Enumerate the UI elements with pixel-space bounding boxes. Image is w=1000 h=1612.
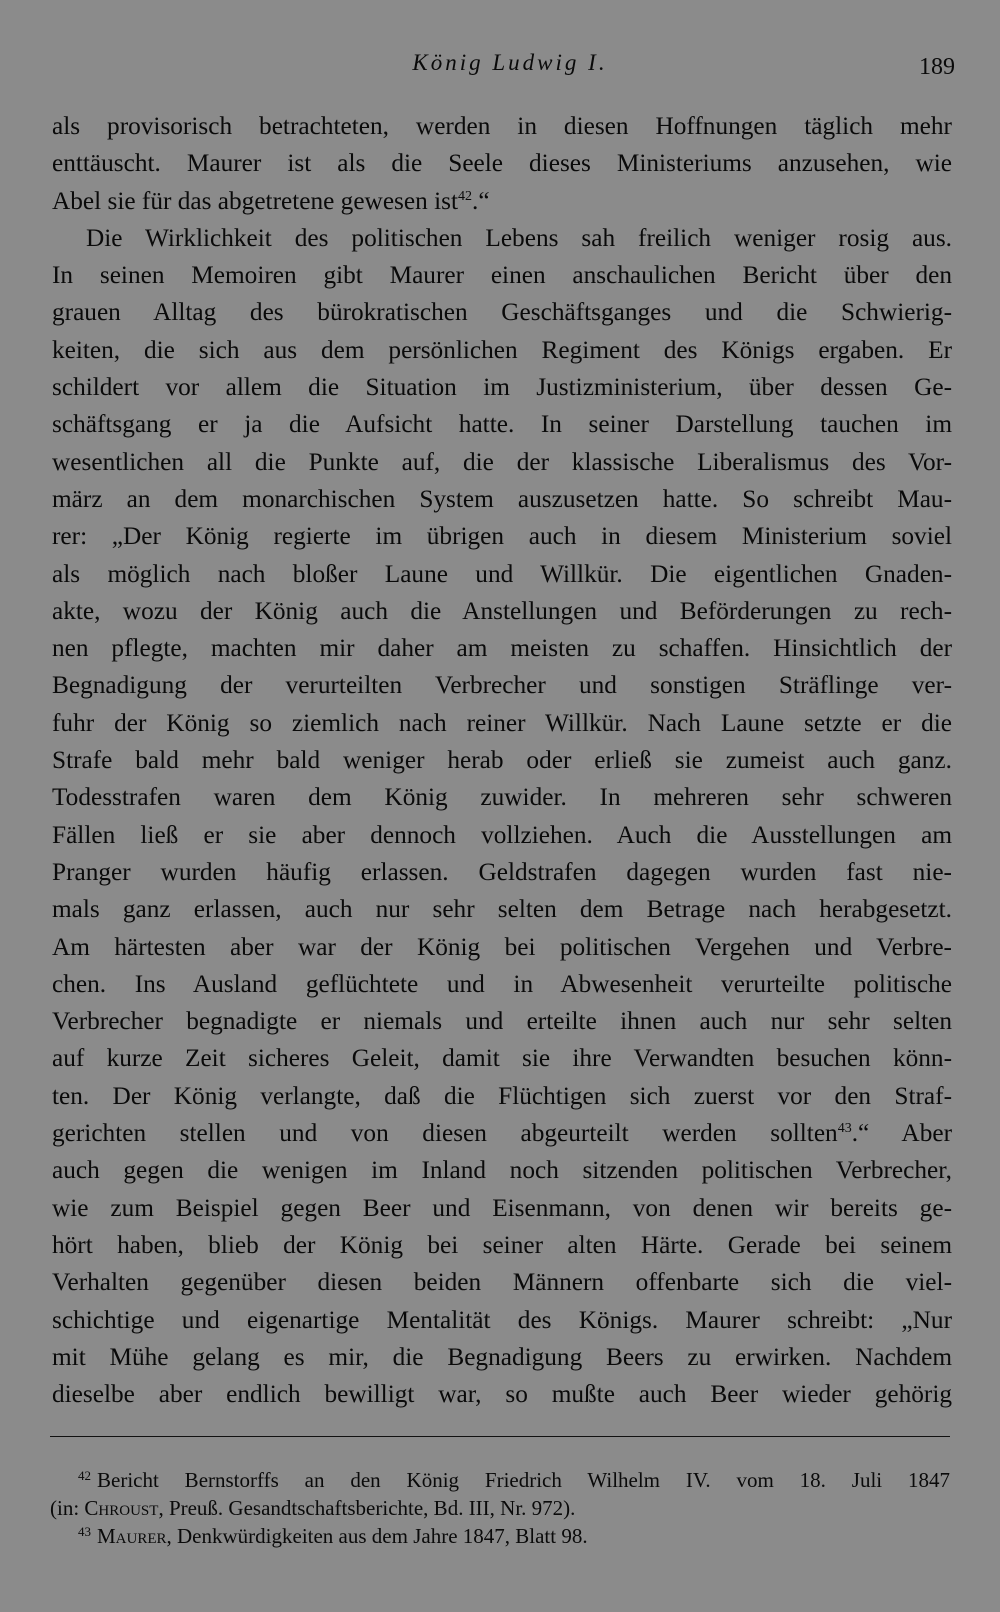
text-line: [52, 1376, 952, 1413]
text-line-content: mit Mühe gelang es mir, die Begnadigung Beers zu erwirken. Nachdem: [52, 1342, 952, 1371]
text-line: [52, 1190, 952, 1227]
text-line-content: nen pflegte, machten mir daher am meisten zu schaffen. Hinsichtlich der: [52, 634, 952, 663]
text-line: [52, 779, 952, 816]
text-line-content: auf kurze Zeit sicheres Geleit, damit sie ihre Verwandten besuchen könn-: [52, 1044, 952, 1073]
text-line-content: ten. Der König verlangte, daß die Flüchtigen sich zuerst vor den Straf-: [52, 1081, 952, 1110]
text-line: [52, 332, 952, 369]
text-line: [52, 1302, 952, 1339]
text-line: [52, 1152, 952, 1189]
footnote-42-line-1: [50, 1466, 950, 1494]
text-line: [52, 1227, 952, 1264]
text-line-content: Begnadigung der verurteilten Verbrecher und sonstigen Sträflinge ver-: [52, 671, 952, 700]
footnote-author: Maurer: [97, 1524, 167, 1548]
footnote-author: Chroust: [84, 1496, 159, 1520]
text-line: [52, 1003, 952, 1040]
text-line: [52, 518, 952, 555]
text-line-content: dieselbe aber endlich bewilligt war, so mußte auch Beer wieder gehörig: [52, 1380, 952, 1409]
text-line: [52, 593, 952, 630]
text-line: [52, 742, 952, 779]
text-line: [52, 556, 952, 593]
text-line-content: Fällen ließ er sie aber dennoch vollziehen. Auch die Ausstellungen am: [52, 820, 952, 849]
text-line-content: enttäuscht. Maurer ist als die Seele dieses Ministeriums anzusehen, wie: [52, 149, 952, 178]
text-line-content: Verbrecher begnadigte er niemals und erteilte ihnen auch nur sehr selten: [52, 1007, 952, 1036]
text-line-tail: .“: [472, 186, 490, 215]
footnote-number: 42: [78, 1468, 91, 1483]
text-line: [52, 481, 952, 518]
text-line: [52, 1339, 952, 1376]
body-text: [52, 108, 952, 1413]
text-line-content: rer: „Der König regierte im übrigen auch in diesem Ministerium soviel: [52, 522, 952, 551]
text-line: [52, 1115, 952, 1152]
running-title: König Ludwig I.: [412, 50, 608, 75]
text-line-tail: .“ Aber: [851, 1119, 952, 1148]
text-line-content: fuhr der König so ziemlich nach reiner Willkür. Nach Laune setzte er die: [52, 708, 952, 737]
text-line-content: akte, wozu der König auch die Anstellungen und Beförderungen zu rech-: [52, 596, 952, 625]
text-line: [52, 1040, 952, 1077]
text-line-content: schäftsgang er ja die Aufsicht hatte. In seiner Darstellung tauchen im: [52, 410, 952, 439]
text-line: [52, 854, 952, 891]
text-line-content: auch gegen die wenigen im Inland noch sitzenden politischen Verbrecher,: [52, 1156, 952, 1185]
text-line: [52, 183, 952, 220]
text-line-content: Todesstrafen waren dem König zuwider. In mehreren sehr schweren: [52, 783, 952, 812]
text-line: [52, 1264, 952, 1301]
footnote-reference: 43: [837, 1121, 852, 1137]
text-line-content: keiten, die sich aus dem persönlichen Regiment des Königs ergaben. Er: [52, 335, 952, 364]
text-line: [52, 667, 952, 704]
text-line-content: als möglich nach bloßer Laune und Willkür. Die eigentlichen Gnaden-: [52, 559, 952, 588]
footnote-text: , Preuß. Gesandtschaftsberichte, Bd. III, Nr. 972).: [158, 1496, 576, 1520]
text-line-content: als provisorisch betrachteten, werden in diesen Hoffnungen täglich mehr: [52, 112, 952, 140]
text-line-content: hört haben, blieb der König bei seiner alten Härte. Gerade bei seinem: [52, 1230, 952, 1259]
text-line: [52, 817, 952, 854]
text-line-content: chen. Ins Ausland geflüchtete und in Abwesenheit verurteilte politische: [52, 969, 952, 998]
page-number: 189: [919, 54, 955, 80]
text-line-content: märz an dem monarchischen System auszusetzen hatte. So schreibt Mau-: [52, 484, 952, 513]
text-line: [52, 630, 952, 667]
text-line: [52, 145, 952, 182]
footnote-43: [50, 1522, 950, 1550]
footnote-text: (in:: [50, 1496, 85, 1520]
text-line: [52, 369, 952, 406]
text-line-content: Strafe bald mehr bald weniger herab oder erließ sie zumeist auch ganz.: [52, 746, 952, 775]
text-line-content: Die Wirklichkeit des politischen Lebens sah freilich weniger rosig aus.: [86, 223, 952, 252]
footnote-42-line-2: [50, 1494, 950, 1522]
text-line-content: gerichten stellen und von diesen abgeurteilt werden sollten: [52, 1119, 838, 1148]
text-line-content: Am härtesten aber war der König bei politischen Vergehen und Verbre-: [52, 932, 952, 961]
text-line: [52, 929, 952, 966]
footnotes: [50, 1466, 950, 1550]
text-line: [52, 220, 952, 257]
text-line-content: wesentlichen all die Punkte auf, die der klassische Liberalismus des Vor-: [52, 447, 952, 476]
text-line-content: Verhalten gegenüber diesen beiden Männern offenbarte sich die viel-: [52, 1268, 952, 1297]
text-line: [52, 108, 952, 145]
text-line: [52, 705, 952, 742]
text-line-content: Pranger wurden häufig erlassen. Geldstrafen dagegen wurden fast nie-: [52, 857, 952, 886]
text-line-content: mals ganz erlassen, auch nur sehr selten dem Betrage nach herabgesetzt.: [52, 895, 952, 924]
text-line: [52, 406, 952, 443]
text-line-content: wie zum Beispiel gegen Beer und Eisenmann, von denen wir bereits ge-: [52, 1193, 952, 1222]
text-line-content: In seinen Memoiren gibt Maurer einen anschaulichen Bericht über den: [52, 261, 952, 290]
text-line-content: grauen Alltag des bürokratischen Geschäftsganges und die Schwierig-: [52, 298, 952, 327]
text-line: [52, 1078, 952, 1115]
text-line: [52, 966, 952, 1003]
text-line-content: Abel sie für das abgetretene gewesen ist: [52, 186, 458, 215]
footnote-reference: 42: [458, 188, 472, 204]
text-line: [52, 891, 952, 928]
text-line-content: schildert vor allem die Situation im Justizministerium, über dessen Ge-: [52, 373, 952, 402]
text-line: [52, 257, 952, 294]
text-line: [52, 444, 952, 481]
footnote-text: Bericht Bernstorffs an den König Friedrich Wilhelm IV. vom 18. Juli 1847: [97, 1468, 950, 1492]
footnote-number: 43: [78, 1524, 91, 1539]
footnote-text: , Denkwürdigkeiten aus dem Jahre 1847, Blatt 98.: [166, 1524, 588, 1548]
footnote-divider: [50, 1436, 950, 1437]
text-line-content: schichtige und eigenartige Mentalität des Königs. Maurer schreibt: „Nur: [52, 1305, 952, 1334]
text-line: [52, 294, 952, 331]
